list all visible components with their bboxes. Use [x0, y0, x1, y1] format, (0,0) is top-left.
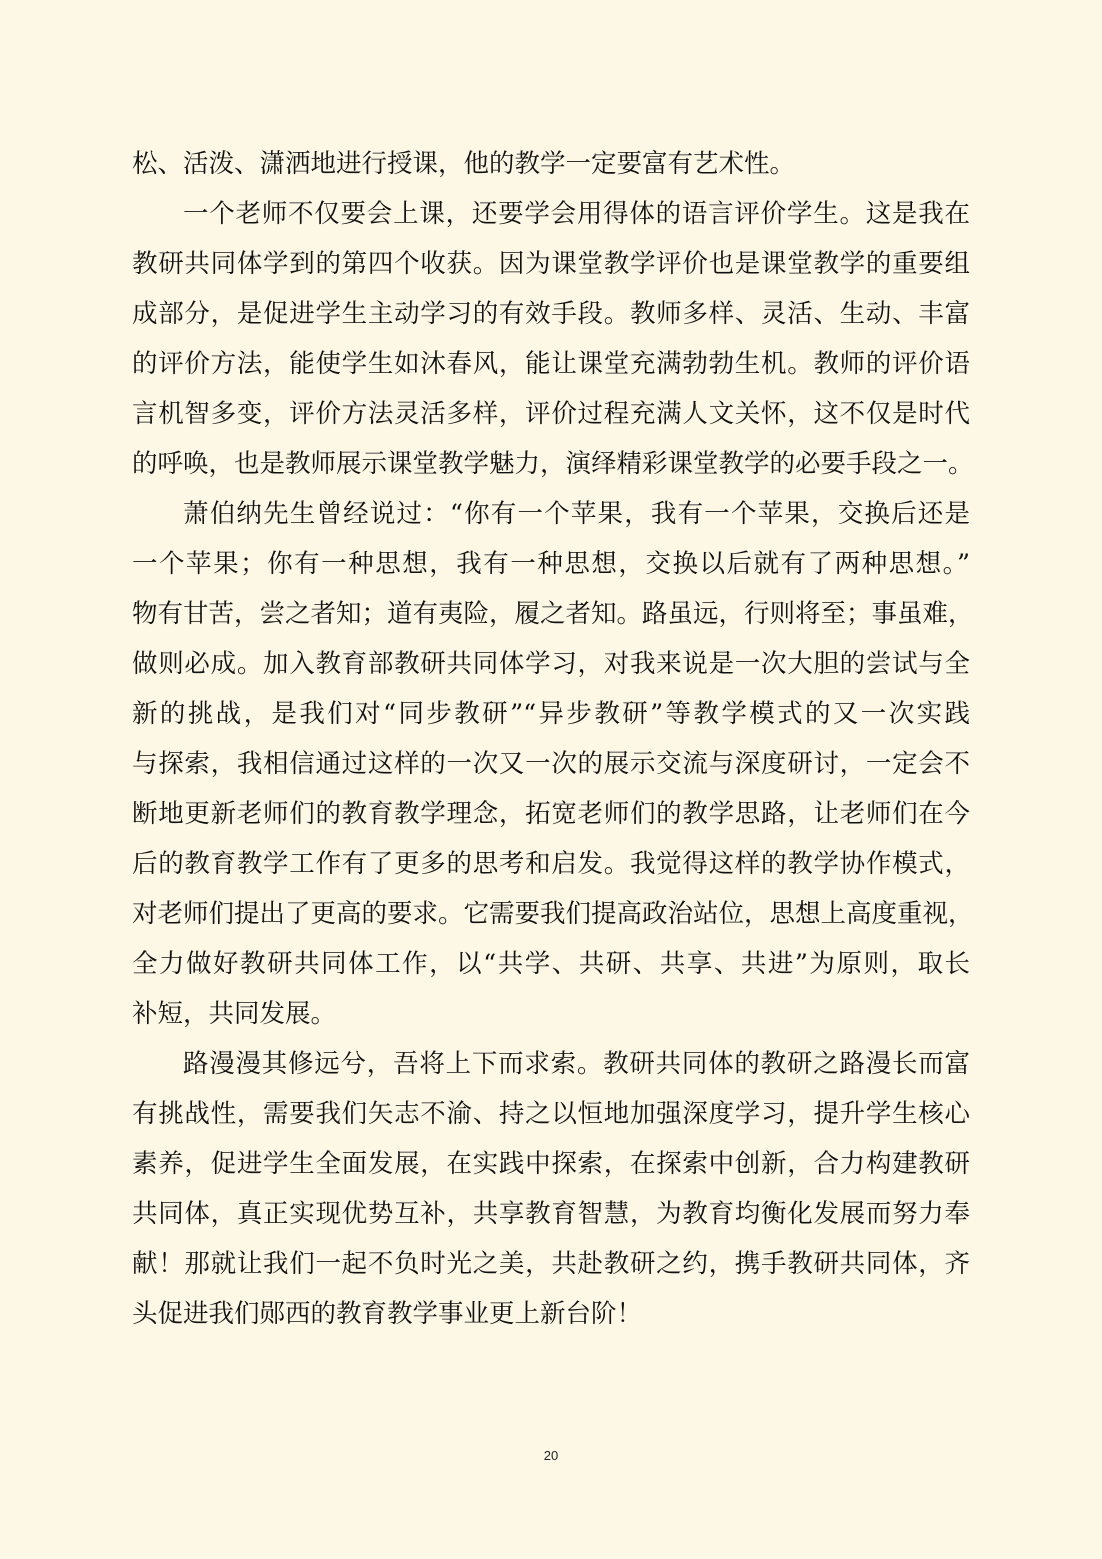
text-line: 断地更新老师们的教育教学理念，拓宽老师们的教学思路，让老师们在今	[132, 799, 970, 829]
body-text	[132, 139, 974, 1339]
paragraph-2	[132, 189, 974, 489]
text-line: 物有甘苦，尝之者知；道有夷险，履之者知。路虽远，行则将至；事虽难，	[132, 599, 974, 629]
text-line: 松、活泼、潇洒地进行授课，他的教学一定要富有艺术性。	[132, 149, 796, 179]
text-line: 后的教育教学工作有了更多的思考和启发。我觉得这样的教学协作模式，	[132, 849, 970, 879]
page-number: 20	[543, 1448, 559, 1463]
text-line: 教研共同体学到的第四个收获。因为课堂教学评价也是课堂教学的重要组	[132, 249, 970, 279]
text-line: 与探索，我相信通过这样的一次又一次的展示交流与深度研讨，一定会不	[132, 749, 970, 779]
text-line: 的呼唤，也是教师展示课堂教学魅力，演绎精彩课堂教学的必要手段之一。	[132, 449, 974, 479]
text-line: 新的挑战，是我们对“同步教研”“异步教研”等教学模式的又一次实践	[132, 699, 970, 729]
text-line: 对老师们提出了更高的要求。它需要我们提高政治站位，思想上高度重视，	[132, 899, 974, 929]
text-line: 头促进我们郧西的教育教学事业更上新台阶！	[132, 1299, 643, 1329]
text-line: 共同体，真正实现优势互补，共享教育智慧，为教育均衡化发展而努力奉	[132, 1199, 970, 1229]
text-line: 路漫漫其修远兮，吾将上下而求索。教研共同体的教研之路漫长而富	[183, 1049, 970, 1079]
text-line: 一个老师不仅要会上课，还要学会用得体的语言评价学生。这是我在	[183, 199, 970, 229]
text-line: 全力做好教研共同体工作，以“共学、共研、共享、共进”为原则，取长	[132, 949, 970, 979]
text-line: 做则必成。加入教育部教研共同体学习，对我来说是一次大胆的尝试与全	[132, 649, 970, 679]
text-line: 的评价方法，能使学生如沐春风，能让课堂充满勃勃生机。教师的评价语	[132, 349, 970, 379]
text-line: 素养，促进学生全面发展，在实践中探索，在探索中创新，合力构建教研	[132, 1149, 970, 1179]
text-line: 有挑战性，需要我们矢志不渝、持之以恒地加强深度学习，提升学生核心	[132, 1099, 970, 1129]
text-line: 献！那就让我们一起不负时光之美，共赴教研之约，携手教研共同体，齐	[132, 1249, 970, 1279]
text-line: 补短，共同发展。	[132, 999, 337, 1029]
text-line: 成部分，是促进学生主动学习的有效手段。教师多样、灵活、生动、丰富	[132, 299, 970, 329]
paragraph-4	[132, 1039, 970, 1339]
paragraph-3	[132, 489, 974, 1039]
text-line: 一个苹果；你有一种思想，我有一种思想，交换以后就有了两种思想。”	[132, 549, 970, 579]
text-line: 萧伯纳先生曾经说过：“你有一个苹果，我有一个苹果，交换后还是	[183, 499, 970, 529]
text-line: 言机智多变，评价方法灵活多样，评价过程充满人文关怀，这不仅是时代	[132, 399, 970, 429]
paragraph-1	[132, 139, 970, 189]
